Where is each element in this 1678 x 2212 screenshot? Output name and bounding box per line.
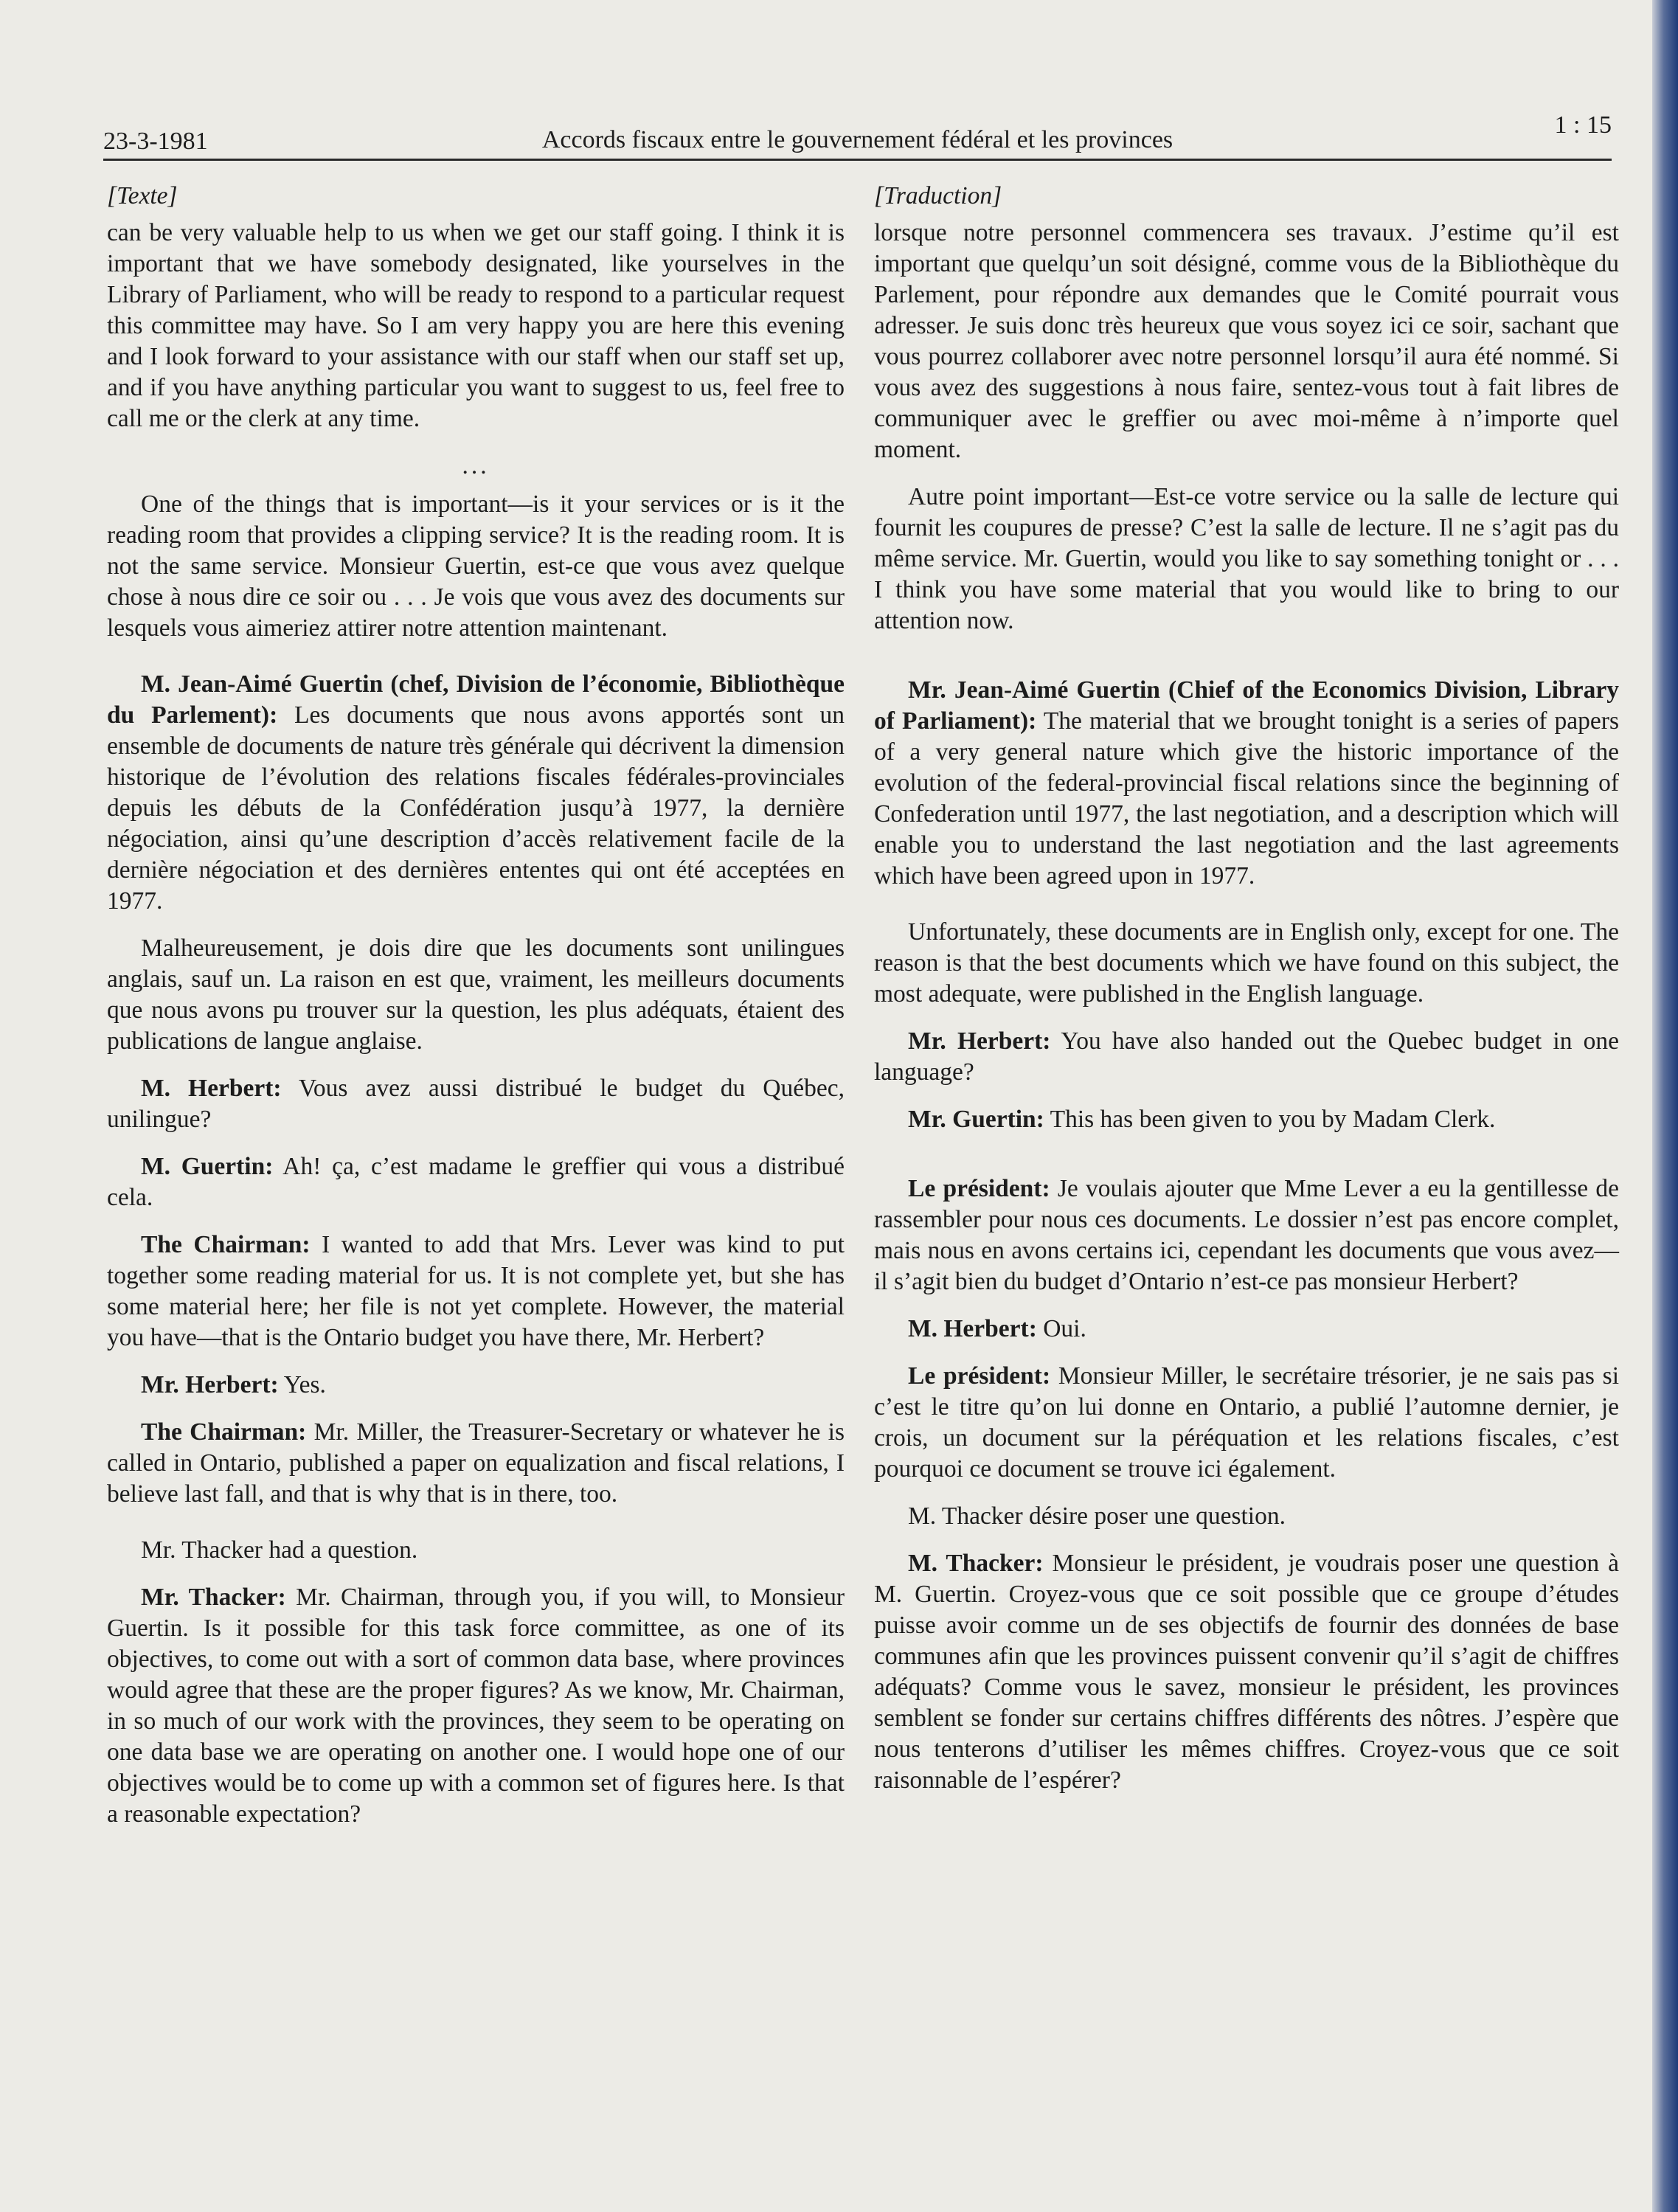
speaker-paragraph <box>107 1417 845 1510</box>
speaker-name: M. Guertin: <box>141 1153 274 1180</box>
speaker-paragraph <box>874 675 1619 892</box>
speech-text: This has been given to you by Madam Clerk. <box>1044 1106 1496 1133</box>
header-date: 23-3-1981 <box>103 128 208 155</box>
speaker-name: M. Herbert: <box>141 1075 282 1102</box>
speaker-name: M. Herbert: <box>908 1315 1037 1342</box>
speech-text: Mr. Chairman, through you, if you will, to Monsieur Guertin. Is it possible for this task force committee, as one of its objectives, to come out with a sort of common data base, where provinces would agree that these are the proper figures? As we know, Mr. Chairman, in so much of our work with the provinces, they seem to be operating on one data base we are operating on another one. I would hope one of our objectives would be to come up with a common set of figures here. Is that a reasonable expectation? <box>107 1584 845 1828</box>
speech-text: You have also handed out the Quebec budget in one language? <box>874 1027 1619 1086</box>
left-column-english <box>107 181 845 1846</box>
header-title: Accords fiscaux entre le gouvernement fédéral et les provinces <box>541 126 1173 153</box>
speaker-name: Mr. Jean-Aimé Guertin (Chief of the Economics Division, Library of Parliament): <box>874 676 1619 735</box>
speech-text: Monsieur Miller, le secrétaire trésorier, je ne sais pas si c’est le titre qu’on lui donne en Ontario, a publié l’automne dernier, je crois, un document sur la péréquation et les relations fiscales, c’est pourquoi ce document se trouve ici également. <box>874 1362 1619 1483</box>
speaker-paragraph <box>874 1361 1619 1485</box>
speaker-paragraph <box>874 1173 1619 1297</box>
speaker-paragraph <box>874 1104 1619 1135</box>
speaker-name: M. Jean-Aimé Guertin (chef, Division de l’économie, Bibliothèque du Parlement): <box>107 670 845 729</box>
speaker-paragraph <box>107 1230 845 1353</box>
speech-text: Les documents que nous avons apportés sont un ensemble de documents de nature très générale qui décrivent la dimension historique de l’évolution des relations fiscales fédérales-provinciales depuis les débuts de la Confédération jusqu’à 1977, la dernière négociation, ainsi qu’une description d’accès relativement facile de la dernière négociation et des dernières ententes qui ont été acceptées en 1977. <box>107 701 845 915</box>
speaker-name: Mr. Thacker: <box>141 1584 286 1611</box>
language-label: [Texte] <box>107 182 178 209</box>
speaker-paragraph <box>107 1370 845 1401</box>
paragraph: One of the things that is important—is it your services or is it the reading room that provides a clipping service? It is the reading room. It is not the same service. Monsieur Guertin, est-ce que vous avez quelque chose à nous dire ce soir ou . . . Je vois que vous avez des documents sur lesquels vous aimeriez attirer notre attention maintenant. <box>107 490 845 642</box>
speech-text: Yes. <box>278 1371 326 1398</box>
paragraph: can be very valuable help to us when we get our staff going. I think it is important that we have somebody designated, like yourselves in the Library of Parliament, who will be ready to respond to a particular request this committee may have. So I am very happy you are here this evening and I look forward to your assistance with our staff when our staff set up, and if you have anything particular you want to suggest to us, feel free to call me or the clerk at any time. <box>107 219 845 432</box>
speaker-paragraph <box>874 1026 1619 1088</box>
speaker-name: Mr. Herbert: <box>908 1027 1051 1055</box>
speaker-name: Mr. Herbert: <box>141 1371 279 1398</box>
paragraph: Mr. Thacker had a question. <box>141 1536 418 1564</box>
speaker-paragraph <box>107 1073 845 1135</box>
speech-text: Oui. <box>1036 1315 1086 1342</box>
speaker-paragraph <box>874 1314 1619 1345</box>
speaker-name: The Chairman: <box>141 1418 307 1446</box>
speaker-paragraph <box>874 1548 1619 1796</box>
speaker-paragraph <box>107 1151 845 1213</box>
speaker-name: M. Thacker: <box>908 1550 1044 1577</box>
header-page-number: 1 : 15 <box>1554 111 1612 139</box>
language-label: [Traduction] <box>874 182 1002 209</box>
speaker-name: Le président: <box>908 1175 1050 1202</box>
speech-text: The material that we brought tonight is a series of papers of a very general nature which give the historic importance of the evolution of the federal-provincial fiscal relations since the beginning of Confederation until 1977, the last negotiation, and a description which will enable you to understand the last negotiation and the last agreements which have been agreed upon in 1977. <box>874 707 1619 890</box>
speaker-name: Mr. Guertin: <box>908 1106 1044 1133</box>
paragraph: Autre point important—Est-ce votre service ou la salle de lecture qui fournit les coupures de presse? C’est la salle de lecture. Il ne s’agit pas du même service. Mr. Guertin, would you like to say something tonight or . . . I think you have some material that you would like to bring to our attention now. <box>874 483 1619 634</box>
page-header <box>103 107 1612 161</box>
speech-text: Monsieur le président, je voudrais poser une question à M. Guertin. Croyez-vous que ce soit possible que ce groupe d’études puisse avoir comme un de ses objectifs de fournir des données de base communes afin que les provinces puissent convenir qu’il s’agit de chiffres adéquats? Comme vous le savez, monsieur le président, les provinces semblent se fonder sur certains chiffres différents des nôtres. J’espère que nous tenterons d’utiliser les mêmes chiffres. Croyez-vous que ce soit raisonnable de l’espérer? <box>874 1550 1619 1794</box>
right-column-french <box>874 181 1619 1812</box>
speech-text: Je voulais ajouter que Mme Lever a eu la gentillesse de rassembler pour nous ces documents. Le dossier n’est pas encore complet, mais nous en avons certains ici, cependant les documents que vous avez—il s’agit bien du budget d’Ontario n’est-ce pas monsieur Herbert? <box>874 1175 1619 1295</box>
speech-text: I wanted to add that Mrs. Lever was kind to put together some reading material for us. It is not complete yet, but she has some material here; her file is not yet complete. However, the material you have—that is the Ontario budget you have there, Mr. Herbert? <box>107 1231 845 1351</box>
paragraph: lorsque notre personnel commencera ses travaux. J’estime qu’il est important que quelqu’un soit désigné, comme vous de la Bibliothèque du Parlement, pour répondre aux demandes que le Comité pourrait vous adresser. Je suis donc très heureux que vous soyez ici ce soir, sachant que vous pourrez collaborer avec notre personnel lorsqu’il aura été nommé. Si vous avez des suggestions à nous faire, sentez-vous tout à fait libres de communiquer avec le greffier ou avec moi-même à n’importe quel moment. <box>874 219 1619 463</box>
speech-text: Ah! ça, c’est madame le greffier qui vous a distribué cela. <box>107 1153 845 1211</box>
speaker-paragraph <box>107 1582 845 1830</box>
speech-text: Vous avez aussi distribué le budget du Québec, unilingue? <box>107 1075 845 1133</box>
speaker-paragraph <box>107 669 845 917</box>
speech-text: Mr. Miller, the Treasurer-Secretary or whatever he is called in Ontario, published a paper on equalization and fiscal relations, I believe last fall, and that is why that is in there, too. <box>107 1418 845 1508</box>
binding-edge <box>1652 0 1678 2212</box>
ellipsis-divider: ... <box>462 452 490 479</box>
paragraph: Unfortunately, these documents are in English only, except for one. The reason is that the best documents which we have found on this subject, the most adequate, were published in the English language. <box>874 918 1619 1008</box>
speaker-name: Le président: <box>908 1362 1051 1390</box>
speaker-name: The Chairman: <box>141 1231 311 1258</box>
paragraph: M. Thacker désire poser une question. <box>908 1502 1286 1530</box>
paragraph: Malheureusement, je dois dire que les documents sont unilingues anglais, sauf un. La raison en est que, vraiment, les meilleurs documents que nous avons pu trouver sur la question, les plus adéquats, étaient des publications de langue anglaise. <box>107 935 845 1055</box>
